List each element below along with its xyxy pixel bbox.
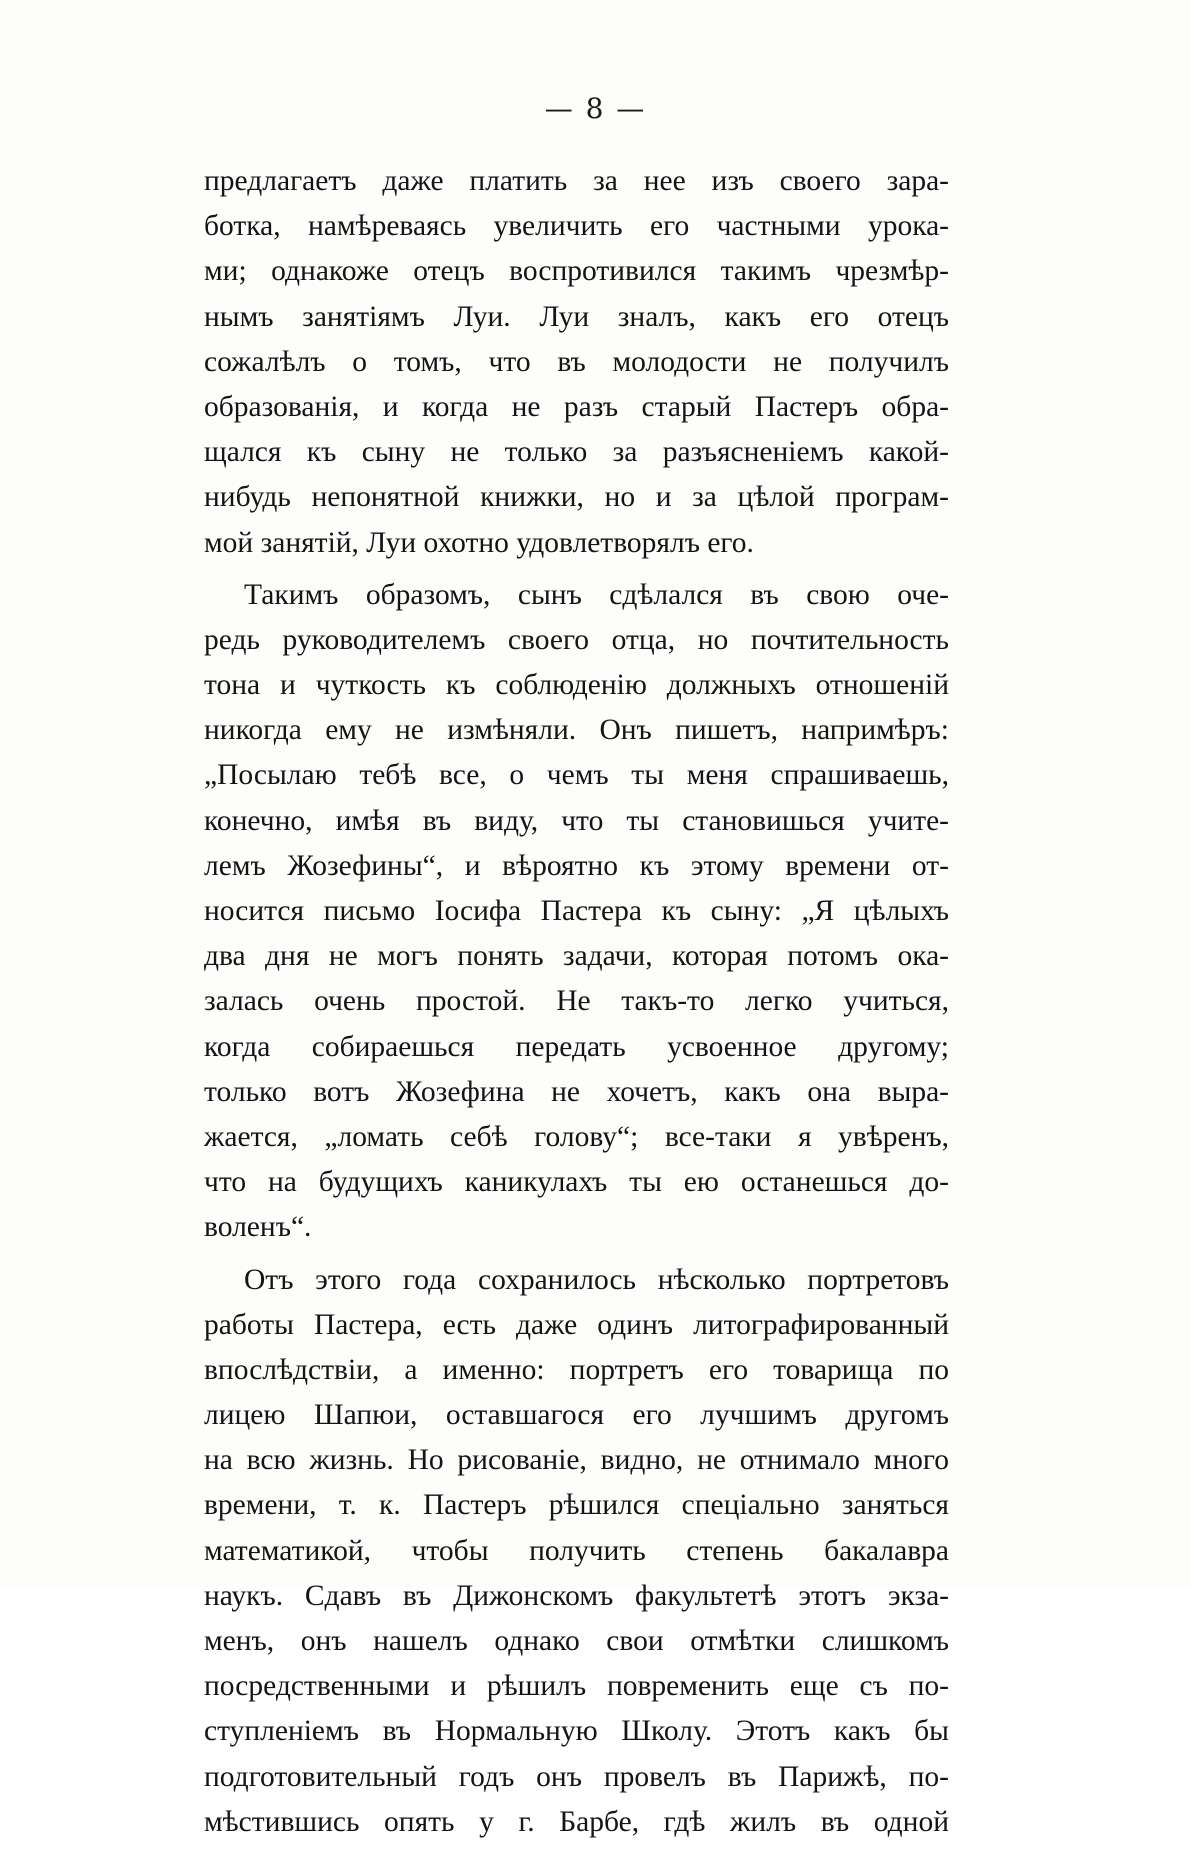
text-line: щался къ сыну не только за разъясненіемъ какой- [204,436,949,469]
body-text [204,159,949,1852]
text-line: сожалѣлъ о томъ, что въ молодости не получилъ [204,345,949,378]
text-line: впослѣдствіи, а именно: портретъ его товарища по [204,1353,949,1386]
text-line: ботка, намѣреваясь увеличить его частными урока- [204,210,949,243]
paragraph-3 [204,1258,949,1845]
text-line: два дня не могъ понять задачи, которая потомъ ока- [204,940,949,973]
text-line: нибудь непонятной книжки, но и за цѣлой програм- [204,481,949,514]
text-line: наукъ. Сдавъ въ Дижонскомъ факультетѣ этотъ экза- [204,1579,949,1612]
text-line: только вотъ Жозефина не хочетъ, какъ она выра- [204,1075,949,1108]
text-line: никогда ему не измѣняли. Онъ пишетъ, напримѣръ: [204,714,949,747]
text-line: редь руководителемъ своего отца, но почтительность [204,623,949,656]
paragraph-2 [204,573,949,1251]
text-line: воленъ“. [204,1211,312,1244]
text-line: времени, т. к. Пастеръ рѣшился спеціально заняться [204,1489,949,1522]
text-line: мѣстившись опять у г. Барбе, гдѣ жилъ въ одной [204,1805,949,1838]
text-line: ми; однакоже отецъ воспротивился такимъ чрезмѣр- [204,255,949,288]
text-line: лемъ Жозефины“, и вѣроятно къ этому времени от- [204,849,949,882]
text-line: работы Пастера, есть даже одинъ литографированный [204,1308,949,1341]
text-line: на всю жизнь. Но рисованіе, видно, не отнимало много [204,1444,949,1477]
text-line: подготовительный годъ онъ провелъ въ Парижѣ, по- [204,1760,949,1793]
text-line: носится письмо Іосифа Пастера къ сыну: „Я цѣлыхъ [204,895,949,927]
text-line: предлагаетъ даже платить за нее изъ своего зара- [204,165,949,197]
text-line: тона и чуткость къ соблюденію должныхъ отношеній [204,669,949,702]
text-line: „Посылаю тебѣ все, о чемъ ты меня спрашиваешь, [204,759,949,792]
text-line: что на будущихъ каникулахъ ты ею останешься до- [204,1166,949,1199]
text-line: образованія, и когда не разъ старый Пастеръ обра- [204,390,949,423]
text-line: залась очень простой. Не такъ-то легко учиться, [204,985,949,1018]
text-line: конечно, имѣя въ виду, что ты становишься учите- [204,804,949,837]
text-line: мой занятій, Луи охотно удовлетворялъ его. [204,526,754,559]
page-number: — 8 — [544,92,647,125]
text-line: лицею Шапюи, оставшагося его лучшимъ другомъ [204,1399,949,1432]
text-line: Такимъ образомъ, сынъ сдѣлался въ свою оче- [244,578,949,611]
text-line: жается, „ломать себѣ голову“; все-таки я увѣренъ, [204,1120,949,1153]
text-line: математикой, чтобы получить степень бакалавра [204,1534,949,1567]
text-line: посредственными и рѣшилъ повременить еще съ по- [204,1670,949,1703]
text-line: Отъ этого года сохранилось нѣсколько портретовъ [244,1263,949,1296]
text-line: ступленіемъ въ Нормальную Школу. Этотъ какъ бы [204,1715,949,1748]
text-line: когда собираешься передать усвоенное другому; [204,1030,949,1063]
text-line: нымъ занятіямъ Луи. Луи зналъ, какъ его отецъ [204,300,949,333]
text-line: менъ, онъ нашелъ однако свои отмѣтки слишкомъ [204,1625,949,1657]
paragraph-1 [204,159,949,566]
